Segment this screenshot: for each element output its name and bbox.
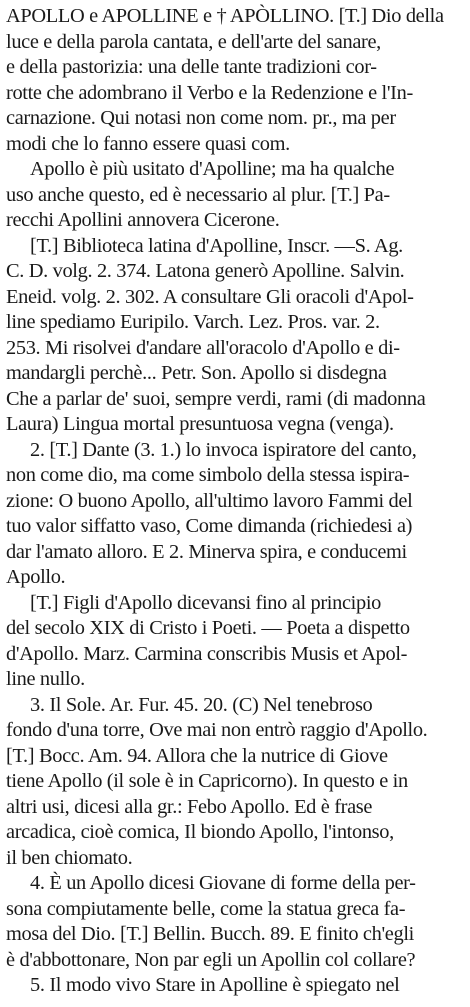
entry-line: del secolo XIX di Cristo i Poeti. — Poeta a dispetto bbox=[6, 617, 410, 639]
entry-line: 4. È un Apollo dicesi Giovane di forme della per- bbox=[30, 872, 416, 894]
entry-line: d'Apollo. Marz. Carmina conscribis Musis et Apol- bbox=[6, 642, 408, 665]
entry-line: sona compiutamente belle, come la statua greca fa- bbox=[6, 897, 406, 920]
entry-line: line nullo. bbox=[6, 668, 85, 690]
entry-line: Apollo è più usitato d'Apolline; ma ha qualche bbox=[30, 158, 395, 180]
entry-line: [T.] Biblioteca latina d'Apolline, Inscr. —S. Ag. bbox=[30, 234, 403, 257]
entry-line: Eneid. volg. 2. 302. A consultare Gli oracoli d'Apol- bbox=[6, 285, 414, 308]
entry-line: uso anche questo, ed è necessario al plur. [T.] Pa- bbox=[6, 183, 390, 206]
entry-line: e della pastorizia: una delle tante tradizioni cor- bbox=[6, 56, 377, 78]
entry-line: Che a parlar de' suoi, sempre verdi, rami (di madonna bbox=[6, 387, 426, 410]
entry-line: 2. [T.] Dante (3. 1.) lo invoca ispiratore del canto, bbox=[30, 438, 417, 461]
entry-line: recchi Apollini annovera Cicerone. bbox=[6, 209, 280, 231]
entry-line: APOLLO e APOLLINE e † APÒLLINO. [T.] Dio della bbox=[6, 5, 444, 27]
entry-line: tiene Apollo (il sole è in Capricorno). In questo e in bbox=[6, 770, 408, 792]
entry-line: 3. Il Sole. Ar. Fur. 45. 20. (C) Nel tenebroso bbox=[30, 693, 373, 716]
entry-line: zione: O buono Apollo, all'ultimo lavoro Fammi del bbox=[6, 489, 413, 512]
entry-line: 5. Il modo vivo Stare in Apolline è spiegato nel bbox=[30, 974, 400, 996]
entry-line: Apollo. bbox=[6, 566, 66, 588]
entry-line: Laura) Lingua mortal presuntuosa vegna (venga). bbox=[6, 413, 394, 435]
entry-line: [T.] Figli d'Apollo dicevansi fino al principio bbox=[30, 591, 381, 614]
entry-line: tuo valor siffatto vaso, Come dimanda (richiedesi a) bbox=[6, 515, 413, 537]
entry-line: rotte che adombrano il Verbo e la Redenzione e l'In- bbox=[6, 81, 413, 104]
entry-line: line spediamo Euripilo. Varch. Lez. Pros. var. 2. bbox=[6, 311, 380, 333]
entry-line: non come dio, ma come simbolo della stessa ispira- bbox=[6, 464, 410, 486]
entry-line: [T.] Bocc. Am. 94. Allora che la nutrice di Giove bbox=[6, 744, 388, 767]
entry-line: C. D. volg. 2. 374. Latona generò Apolline. Salvin. bbox=[6, 260, 405, 282]
entry-line: dar l'amato alloro. E 2. Minerva spira, e conducemi bbox=[6, 540, 407, 563]
entry-line: carnazione. Qui notasi non come nom. pr., ma per bbox=[6, 107, 396, 129]
entry-line: mandargli perchè... Petr. Son. Apollo si disdegna bbox=[6, 362, 387, 384]
entry-line: mosa del Dio. [T.] Bellin. Bucch. 89. E finito ch'egli bbox=[6, 923, 414, 945]
entry-line: fondo d'una torre, Ove mai non entrò raggio d'Apollo. bbox=[6, 719, 428, 741]
entry-line: 253. Mi risolvei d'andare all'oracolo d'Apollo e di- bbox=[6, 336, 400, 359]
entry-line: è d'abbottonare, Non par egli un Apollin col collare? bbox=[6, 948, 416, 971]
entry-line: arcadica, cioè comica, Il biondo Apollo, l'intonso, bbox=[6, 821, 394, 843]
entry-line: altri usi, dicesi alla gr.: Febo Apollo. Ed è frase bbox=[6, 795, 373, 818]
entry-line: luce e della parola cantata, e dell'arte del sanare, bbox=[6, 30, 381, 53]
entry-line: il ben chiomato. bbox=[6, 846, 133, 869]
entry-line: modi che lo fanno essere quasi com. bbox=[6, 132, 290, 155]
